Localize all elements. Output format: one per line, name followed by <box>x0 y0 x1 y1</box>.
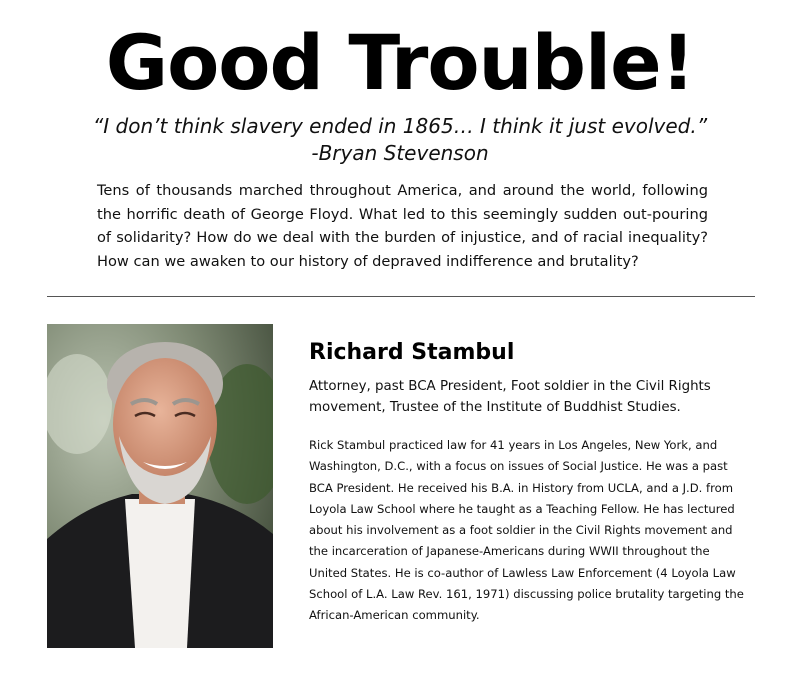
speaker-photo <box>47 324 273 648</box>
speaker-name: Richard Stambul <box>309 340 515 365</box>
speaker-bio: Rick Stambul practiced law for 41 years in Los Angeles, New York, and Washington, D.C., with a focus on issues of Social Justice. He was a past BCA President. He received his B.A. in History from UCLA, and a J.D. from Loyola Law School where he taught as a Teaching Fellow. He has lectured about his involvement as a foot soldier in the Civil Rights movement and the incarceration of Japanese-Americans during WWII throughout the United States. He is co-author of Lawless Law Enforcement (4 Loyola Law School of L.A. Law Rev. 161, 1971) discussing police brutality targeting the African-American community. <box>309 438 744 623</box>
quote-text: “I don’t think slavery ended in 1865… I think it just evolved.” <box>92 114 708 138</box>
section-divider <box>47 296 755 297</box>
page-headline: Good Trouble! <box>105 18 695 107</box>
speaker-title: Attorney, past BCA President, Foot soldier in the Civil Rights movement, Trustee of the Institute of Buddhist Studies. <box>309 379 711 415</box>
intro-paragraph: Tens of thousands marched throughout America, and around the world, following the horrific death of George Floyd. What led to this seemingly sudden out-pouring of solidarity? How do we deal with the burden of injustice, and of racial inequality? How can we awaken to our history of depraved indifference and brutality? <box>97 182 708 270</box>
quote-attribution: -Bryan Stevenson <box>311 141 489 165</box>
